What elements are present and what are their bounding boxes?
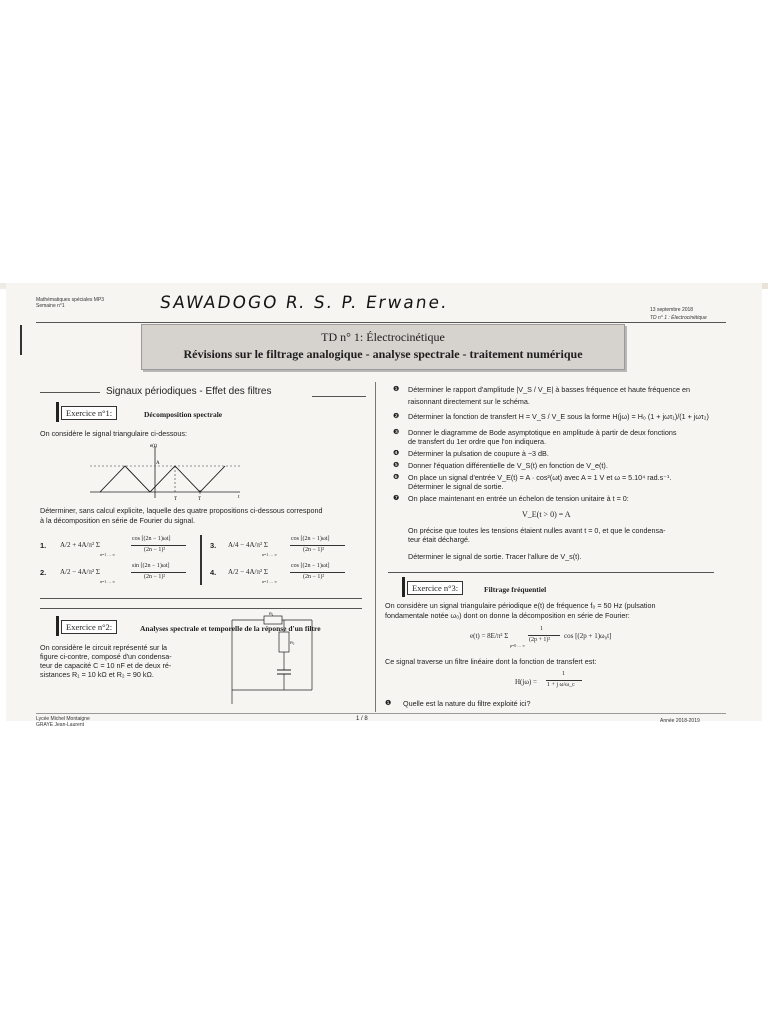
- graph-amp-label: A: [156, 461, 160, 466]
- ex3-bar: [402, 577, 405, 597]
- q1-line1: Déterminer le rapport d'amplitude |V_S / V_E| à basses fréquence et haute fréquence en: [408, 385, 690, 394]
- ex2-bar: [56, 616, 59, 636]
- option-1-frac-top: cos [(2n − 1)ωt]: [132, 536, 171, 542]
- fourier-frac-bot: (2p + 1)²: [529, 637, 551, 643]
- graph-ylabel: e(t): [150, 444, 157, 449]
- fourier-frac-bar: [528, 635, 560, 636]
- step-equation: V_E(t > 0) = A: [522, 510, 571, 519]
- q3-line1: Donner le diagramme de Bode asymptotique en amplitude à partir de deux fonctions: [408, 428, 677, 437]
- option-2-range: n=1 … ∞: [100, 579, 116, 584]
- header-rule: [36, 322, 726, 323]
- ex1-bar: [56, 402, 59, 422]
- section-title: Signaux périodiques - Effet des filtres: [106, 386, 272, 397]
- ex3-label: Exercice n°3:: [407, 581, 463, 595]
- option-3-frac-bar: [290, 545, 345, 546]
- transfer-frac-bar: [546, 680, 582, 681]
- header-td-ref: TD n° 1 : Électrocinétique: [650, 315, 707, 321]
- ex1-label: Exercice n°1:: [61, 406, 117, 420]
- ex3-intro-line2: fondamentale notée ω₀) dont on donne la décomposition en série de Fourier:: [385, 611, 630, 620]
- ex3-intro-line1: On considère un signal triangulaire périodique e(t) de fréquence f₀ = 50 Hz (pulsation: [385, 601, 656, 610]
- fourier-frac-top: 1: [540, 626, 543, 632]
- footer-page: 1 / 8: [356, 716, 368, 722]
- transfer-bot: 1 + j ω/ω_c: [547, 682, 575, 688]
- handwritten-student-name: SAWADOGO R. S. P. Erwane.: [158, 293, 450, 313]
- circuit-r2: [279, 632, 289, 652]
- ex1-title: Décomposition spectrale: [144, 410, 223, 419]
- option-2-frac-top: sin [(2n − 1)ωt]: [132, 563, 170, 569]
- footer-year: Année 2018-2019: [660, 718, 700, 724]
- section-rule-right: [312, 396, 366, 397]
- ex1-end-rule-1: [40, 598, 362, 599]
- ex1-end-rule-2: [40, 608, 362, 609]
- td-title: TD n° 1: Électrocinétique: [321, 330, 445, 344]
- margin-mark: [20, 325, 22, 355]
- option-4-frac-top: cos [(2n − 1)ωt]: [291, 563, 330, 569]
- option-1-lead: A/2 + 4A/π² Σ: [60, 541, 100, 549]
- option-1-range: n=1 … ∞: [100, 552, 116, 557]
- option-4-frac-bot: (2n − 1)²: [303, 574, 325, 580]
- option-4-num: 4.: [210, 568, 217, 577]
- option-1-num: 1.: [40, 541, 47, 550]
- rc-circuit-diagram: [222, 610, 322, 706]
- ex2-text-line4: sistances R₁ = 10 kΩ et R₂ = 90 kΩ.: [40, 670, 154, 679]
- q3-bullet: ❸: [393, 429, 400, 436]
- circuit-r1: [264, 616, 282, 624]
- option-4-lead: A/2 − 4A/π² Σ: [228, 568, 268, 576]
- sortie-line: Déterminer le signal de sortie. Tracer l'allure de V_s(t).: [408, 552, 582, 561]
- options-divider: [200, 535, 202, 585]
- q1-line2: raisonnant directement sur le schéma.: [408, 397, 530, 406]
- ex1-intro: On considère le signal triangulaire ci-dessous:: [40, 429, 188, 438]
- option-2-frac-bar: [131, 572, 186, 573]
- q4-line1: Déterminer la pulsation de coupure à −3 dB.: [408, 449, 549, 458]
- tension-line1: On précise que toutes les tensions étaient nulles avant t = 0, et que le condensa-: [408, 526, 666, 535]
- ex1-question-line1: Déterminer, sans calcul explicite, laquelle des quatre propositions ci-dessous correspond: [40, 506, 323, 515]
- q4-bullet: ❹: [393, 450, 400, 457]
- q6-bullet: ❻: [393, 474, 400, 481]
- triangle-wave: [100, 466, 225, 492]
- option-4-range: n=1 … ∞: [262, 579, 278, 584]
- q2-bullet: ❷: [393, 413, 400, 420]
- ex2-end-rule: [388, 572, 714, 573]
- section-rule-left: [40, 392, 100, 393]
- footer-left-line1: Lycée Michel Montaigne: [36, 716, 90, 722]
- q3-line2: de transfert du 1er ordre que l'on indiquera.: [408, 437, 547, 446]
- option-2-lead: A/2 − 4A/π² Σ: [60, 568, 100, 576]
- graph-t1-label: T: [174, 497, 178, 502]
- circuit-r2-label: R₂: [290, 640, 295, 645]
- header-left-line2: Semaine n°1: [36, 303, 65, 309]
- td-subtitle: Révisions sur le filtrage analogique - analyse spectrale - traitement numérique: [183, 347, 583, 361]
- option-3-frac-top: cos [(2n − 1)ωt]: [291, 536, 330, 542]
- header-date: 13 septembre 2018: [650, 307, 694, 313]
- option-1-frac-bar: [131, 545, 186, 546]
- q7-bullet: ❼: [393, 495, 400, 502]
- ex3-title: Filtrage fréquentiel: [484, 585, 547, 594]
- td-title-banner: [141, 324, 625, 370]
- q2-line1: Déterminer la fonction de transfert H = V_S / V_E sous la forme H(jω) = H₀ (1 + jωτ₁)/(1 + jωτ₂): [408, 412, 709, 421]
- graph-t2-label: T: [198, 497, 202, 502]
- ex2-text-line2: figure ci-contre, composé d'un condensa-: [40, 652, 172, 661]
- option-3-lead: A/4 − 4A/π² Σ: [228, 541, 268, 549]
- triangle-signal-graph: [80, 440, 250, 502]
- option-4-frac-bar: [290, 572, 345, 573]
- ex2-title: Analyses spectrale et temporelle de la réponse d'un filtre: [140, 624, 321, 633]
- ex1-question-line2: à la décomposition en série de Fourier du signal.: [40, 516, 196, 525]
- ex3-q1-bullet: ❶: [385, 700, 392, 707]
- transfer-top: 1: [562, 671, 565, 677]
- option-3-range: n=1 … ∞: [262, 552, 278, 557]
- transfer-lhs: H(jω) =: [515, 678, 537, 686]
- ex3-q1: Quelle est la nature du filtre exploité ici?: [403, 699, 531, 708]
- header-left-line1: Mathématiques spéciales MP3: [36, 297, 105, 303]
- option-2-num: 2.: [40, 568, 47, 577]
- q5-line1: Donner l'équation différentielle de V_S(t) en fonction de V_e(t).: [408, 461, 608, 470]
- q6-line2: Déterminer le signal de sortie.: [408, 482, 504, 491]
- footer-left-line2: GRAYE Jean-Laurent: [36, 722, 84, 728]
- q1-bullet: ❶: [393, 386, 400, 393]
- ex2-text-line1: On considère le circuit représenté sur la: [40, 643, 168, 652]
- fourier-range: p=0 … ∞: [510, 643, 526, 648]
- q7-line1: On place maintenant en entrée un échelon de tension unitaire à t = 0:: [408, 494, 629, 503]
- q6-line1: On place un signal d'entrée V_E(t) = A · cos²(ωt) avec A = 1 V et ω = 5.10⁴ rad.s⁻¹.: [408, 473, 672, 482]
- option-3-frac-bot: (2n − 1)²: [303, 547, 325, 553]
- tension-line2: teur était déchargé.: [408, 535, 470, 544]
- ex2-text-line3: teur de capacité C = 10 nF et de deux ré-: [40, 661, 172, 670]
- ex2-label: Exercice n°2:: [61, 620, 117, 634]
- option-3-num: 3.: [210, 541, 217, 550]
- option-2-frac-bot: (2n − 1)²: [144, 574, 166, 580]
- column-divider: [375, 382, 376, 712]
- fourier-lhs: e(t) = 8E/π² Σ: [470, 632, 509, 640]
- footer-rule: [36, 713, 726, 714]
- circuit-r1-label: R₁: [269, 611, 274, 616]
- fourier-tail: cos [(2p + 1)ω₀t]: [564, 632, 612, 640]
- graph-xlabel: t: [238, 495, 240, 500]
- option-1-frac-bot: (2n − 1)²: [144, 547, 166, 553]
- q5-bullet: ❺: [393, 462, 400, 469]
- filter-line: Ce signal traverse un filtre linéaire dont la fonction de transfert est:: [385, 657, 597, 666]
